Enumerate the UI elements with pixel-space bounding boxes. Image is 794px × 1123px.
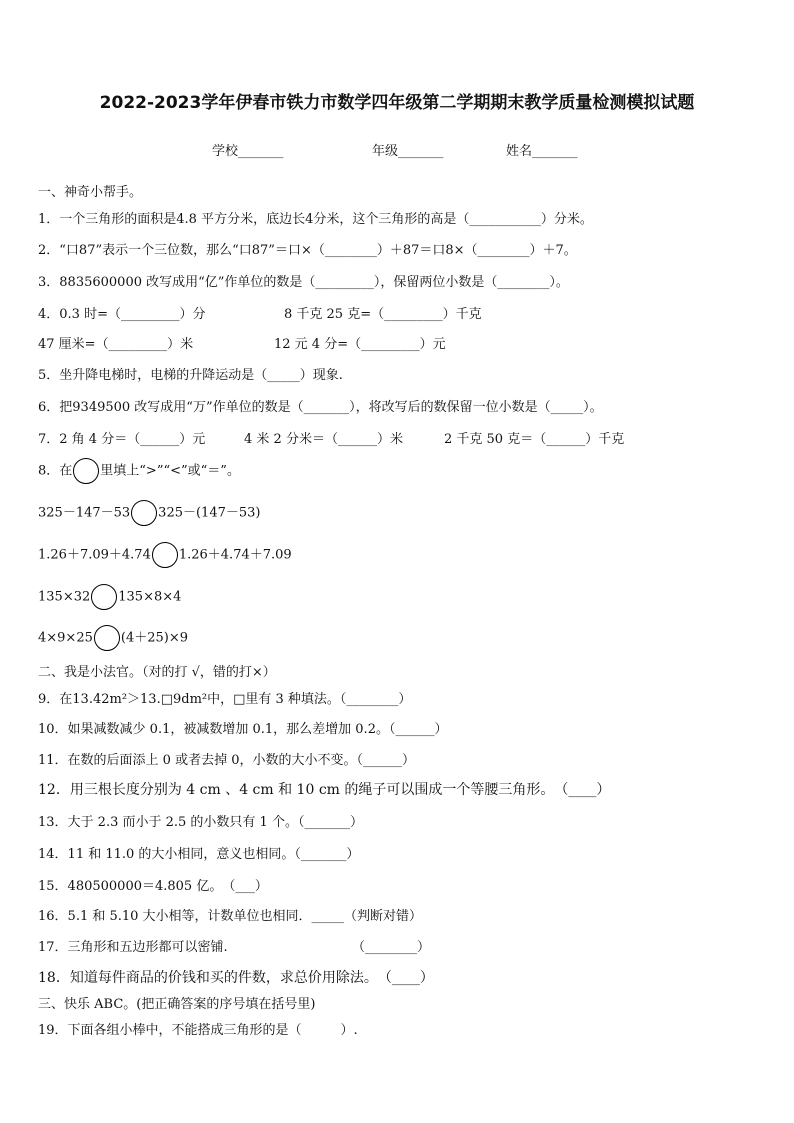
answer-circle[interactable] (131, 500, 157, 526)
question-18: 18．知道每件商品的价钱和买的件数，求总价用除法。 （____） (38, 970, 434, 986)
school-field: 学校_______ (212, 144, 284, 159)
section-heading-2: 二、我是小法官。（对的打 √，错的打×） (38, 665, 276, 680)
question-4b: 8 千克 25 克=（_________）千克 (284, 307, 482, 322)
compare-row-1 (38, 500, 260, 526)
compare-right: (4＋25)×9 (120, 630, 188, 646)
compare-right: 1.26＋4.74＋7.09 (178, 547, 292, 563)
compare-row-3 (38, 584, 181, 610)
question-8-lead: 8．在 (38, 463, 73, 479)
compare-left: 4×9×25 (38, 630, 93, 646)
answer-circle[interactable] (94, 625, 120, 651)
question-6: 6．把9349500 改写成用“万”作单位的数是（_______），将改写后的数保留一位小数是（_____）。 (38, 400, 603, 415)
question-3: 3．8835600000 改写成用“亿”作单位的数是（_________），保留两位小数是（________）。 (38, 275, 569, 290)
question-16: 16．5.1 和 5.10 大小相等，计数单位也相同．_____（判断对错） (38, 909, 423, 924)
question-4d: 12 元 4 分=（_________）元 (274, 337, 446, 352)
question-14: 14．11 和 11.0 的大小相同，意义也相同。（_______） (38, 847, 360, 862)
question-19: 19．下面各组小棒中，不能搭成三角形的是（ ）. (38, 1023, 358, 1038)
page-title: 2022-2023学年伊春市铁力市数学四年级第二学期期末教学质量检测模拟试题 (99, 93, 695, 113)
question-7a: 7．2 角 4 分＝（______）元 (38, 432, 206, 447)
compare-left: 1.26＋7.09＋4.74 (38, 547, 151, 563)
question-2: 2．“口87”表示一个三位数，那么“口87”＝口×（________）＋87＝口8×（________）＋7。 (38, 243, 577, 258)
compare-row-2 (38, 542, 292, 568)
question-8 (38, 458, 240, 484)
question-5: 5．坐升降电梯时，电梯的升降运动是（_____）现象. (38, 368, 343, 383)
question-12: 12．用三根长度分别为 4 cm 、4 cm 和 10 cm 的绳子可以围成一个等腰三角形。 （____） (38, 782, 611, 798)
compare-circle (73, 458, 99, 484)
question-1: 1．一个三角形的面积是4.8 平方分米，底边长4分米，这个三角形的高是（___________）分米。 (38, 212, 593, 227)
compare-left: 325－147－53 (38, 505, 131, 521)
question-4a: 4．0.3 时=（_________）分 (38, 307, 206, 322)
compare-left: 135×32 (38, 589, 91, 605)
compare-right: 135×8×4 (118, 589, 182, 605)
compare-row-4 (38, 625, 188, 651)
question-7c: 2 千克 50 克＝（______）千克 (444, 432, 625, 447)
grade-field: 年级_______ (372, 144, 444, 159)
question-15: 15．480500000＝4.805 亿。 （___） (38, 879, 268, 894)
question-13: 13．大于 2.3 而小于 2.5 的小数只有 1 个。（_______） (38, 815, 363, 830)
section-heading-1: 一、神奇小帮手。 (38, 185, 143, 200)
answer-circle[interactable] (152, 542, 178, 568)
question-11: 11．在数的后面添上 0 或者去掉 0，小数的大小不变。（______） (38, 753, 415, 768)
question-9: 9．在13.42m²＞13.□9dm²中，□里有 3 种填法。（________） (38, 692, 412, 707)
question-10: 10．如果减数减少 0.1，被减数增加 0.1，那么差增加 0.2。（______） (38, 722, 448, 737)
question-17: 17．三角形和五边形都可以密铺. (38, 940, 228, 955)
answer-circle[interactable] (91, 584, 117, 610)
question-7b: 4 米 2 分米＝（______）米 (244, 432, 403, 447)
name-field: 姓名_______ (506, 144, 578, 159)
question-17-blank: （________） (352, 940, 431, 955)
question-8-instruction: 里填上“>”“<”或“＝”。 (100, 463, 240, 479)
compare-right: 325－(147－53) (158, 505, 261, 521)
section-heading-3: 三、快乐 ABC。(把正确答案的序号填在括号里) (38, 997, 316, 1012)
question-4c: 47 厘米=（_________）米 (38, 337, 194, 352)
